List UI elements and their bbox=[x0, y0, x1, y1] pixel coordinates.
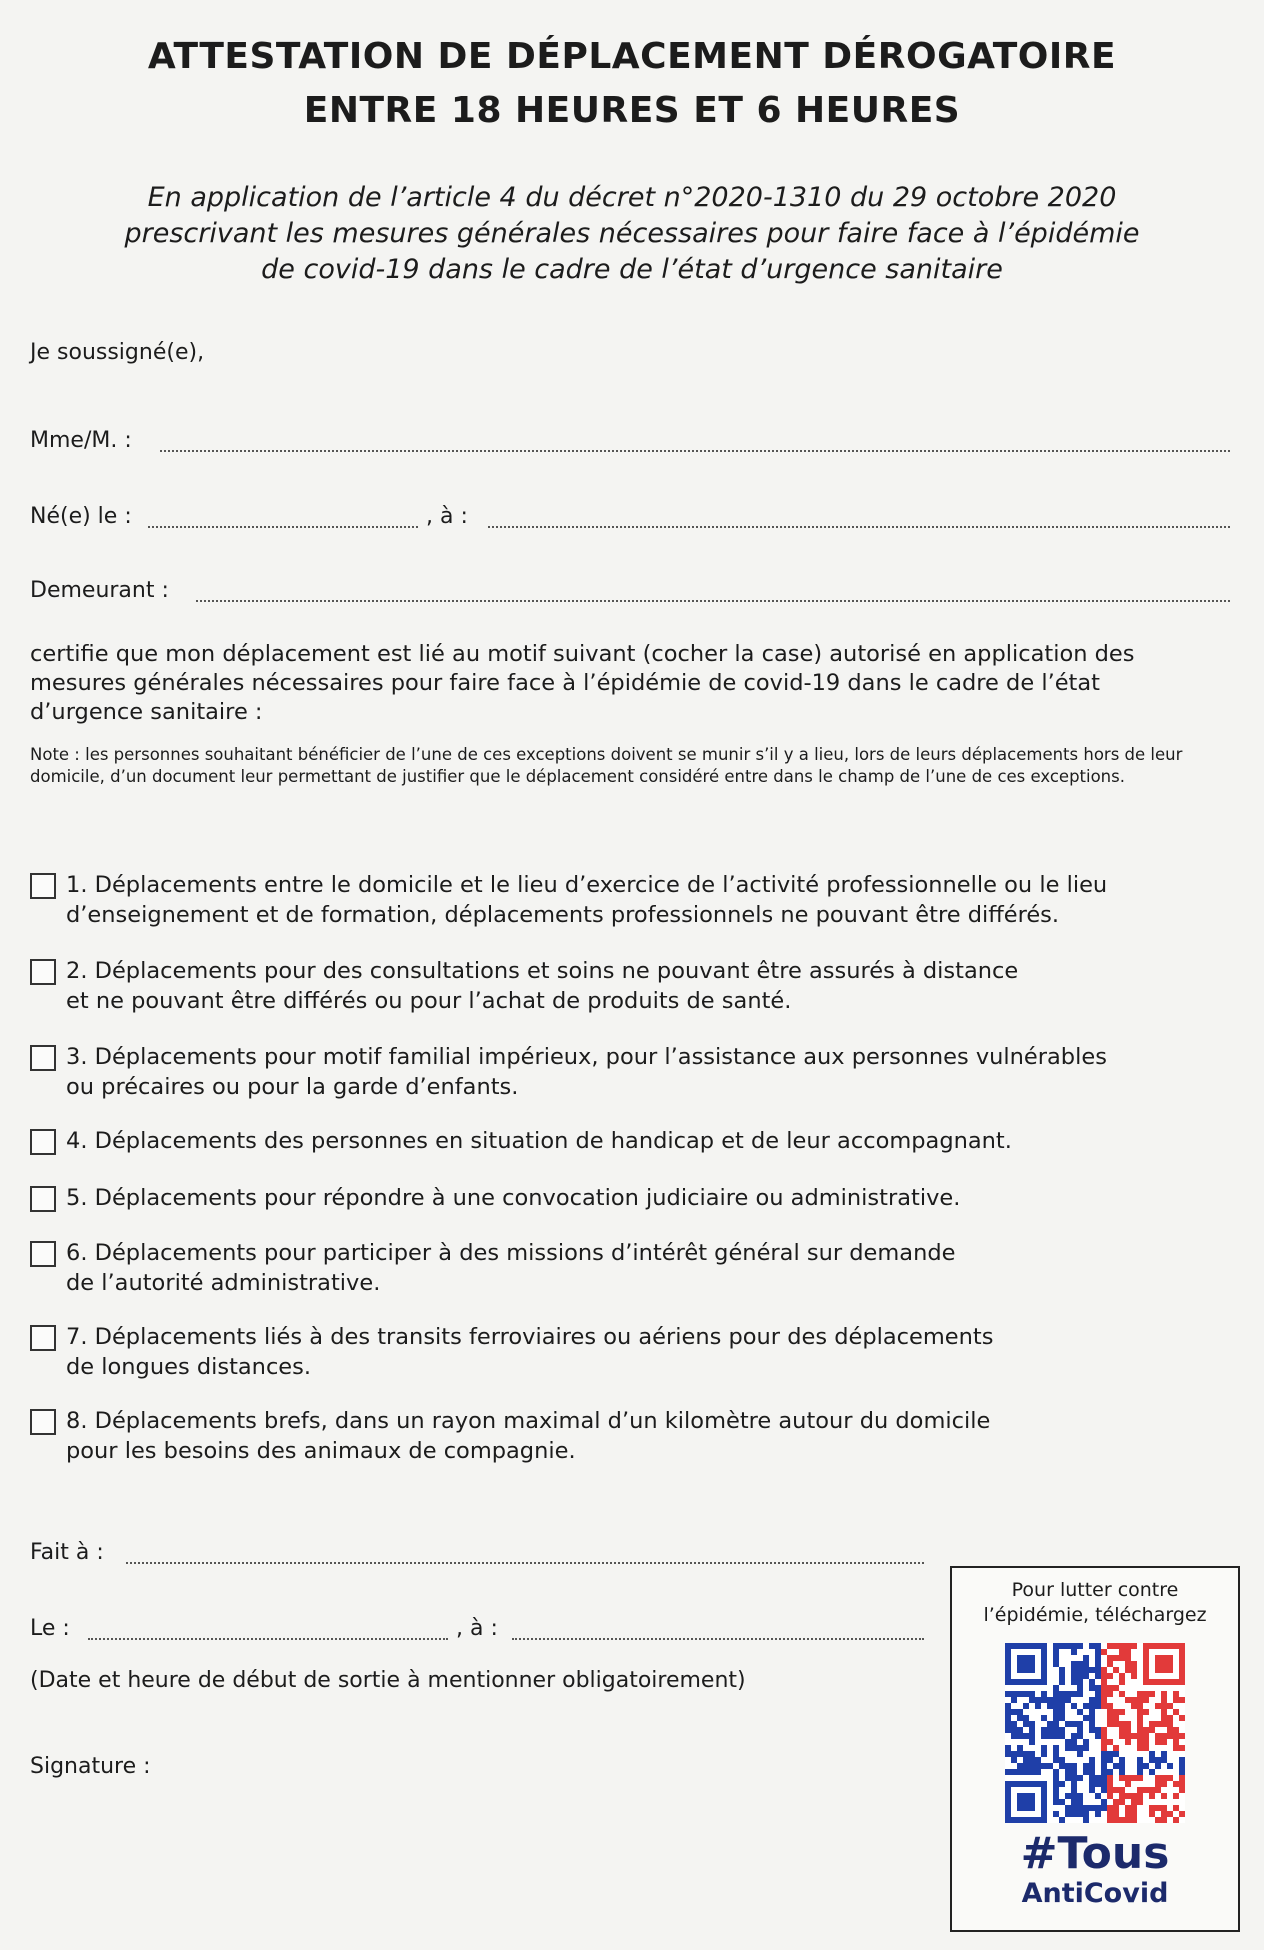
checkbox-1[interactable] bbox=[30, 873, 56, 899]
option-1-label: 1. Déplacements entre le domicile et le lieu d’exercice de l’activité professionnelle ou le lieu d’enseignement et de formation, déplacements professionnels ne pouvant être différés. bbox=[66, 872, 1108, 928]
decree-reference-line2: prescrivant les mesures générales nécessaires pour faire face à l’épidémie bbox=[124, 218, 1140, 249]
checkbox-8[interactable] bbox=[30, 1409, 56, 1435]
qr-code-icon bbox=[1005, 1643, 1185, 1823]
date-label: Le : bbox=[30, 1616, 70, 1641]
option-5-label: 5. Déplacements pour répondre à une convocation judiciaire ou administrative. bbox=[66, 1185, 961, 1211]
date-field[interactable] bbox=[88, 1638, 448, 1640]
signature-label: Signature : bbox=[30, 1754, 151, 1779]
option-3-label: 3. Déplacements pour motif familial impérieux, pour l’assistance aux personnes vulnérables ou précaires ou pour la garde d’enfants. bbox=[66, 1044, 1107, 1100]
checkbox-2[interactable] bbox=[30, 959, 56, 985]
note-text: Note : les personnes souhaitant bénéficier de l’une de ces exceptions doivent se munir s’il y a lieu, lors de leurs déplacements hors de leur domicile, d’un document leur permettant de justifier que le déplacement considéré entre dans le champ de l’une de ces exceptions. bbox=[30, 745, 1183, 786]
document-title-line1: ATTESTATION DE DÉPLACEMENT DÉROGATOIRE bbox=[147, 36, 1117, 77]
decree-reference-line3: de covid-19 dans le cadre de l’état d’urgence sanitaire bbox=[261, 254, 1003, 285]
name-label: Mme/M. : bbox=[30, 428, 132, 453]
option-8-label: 8. Déplacements brefs, dans un rayon maximal d’un kilomètre autour du domicile pour les besoins des animaux de compagnie. bbox=[66, 1408, 991, 1464]
birth-date-field[interactable] bbox=[148, 526, 418, 528]
address-label: Demeurant : bbox=[30, 578, 169, 603]
birth-place-field[interactable] bbox=[488, 526, 1230, 528]
option-2-label: 2. Déplacements pour des consultations et soins ne pouvant être assurés à distance et ne pouvant être différés ou pour l’achat de produits de santé. bbox=[66, 958, 1019, 1014]
time-field[interactable] bbox=[512, 1638, 924, 1640]
checkbox-7[interactable] bbox=[30, 1325, 56, 1351]
name-field[interactable] bbox=[160, 450, 1230, 452]
birth-date-label: Né(e) le : bbox=[30, 504, 132, 529]
option-7-label: 7. Déplacements liés à des transits ferroviaires ou aériens pour des déplacements de longues distances. bbox=[66, 1324, 994, 1380]
time-label: , à : bbox=[456, 1616, 498, 1641]
place-field[interactable] bbox=[126, 1562, 924, 1564]
document-title-line2: ENTRE 18 HEURES ET 6 HEURES bbox=[303, 90, 961, 131]
option-6-label: 6. Déplacements pour participer à des missions d’intérêt général sur demande de l’autorité administrative. bbox=[66, 1240, 956, 1296]
place-label: Fait à : bbox=[30, 1540, 104, 1565]
checkbox-4[interactable] bbox=[30, 1129, 56, 1155]
decree-reference-line1: En application de l’article 4 du décret n°2020-1310 du 29 octobre 2020 bbox=[147, 182, 1117, 213]
checkbox-3[interactable] bbox=[30, 1045, 56, 1071]
checkbox-6[interactable] bbox=[30, 1241, 56, 1267]
checkbox-5[interactable] bbox=[30, 1186, 56, 1212]
address-field[interactable] bbox=[196, 600, 1230, 602]
promo-brand: AntiCovid bbox=[1021, 1878, 1169, 1909]
birth-place-label: , à : bbox=[426, 504, 468, 529]
date-note: (Date et heure de début de sortie à mentionner obligatoirement) bbox=[30, 1668, 746, 1693]
option-4-label: 4. Déplacements des personnes en situation de handicap et de leur accompagnant. bbox=[66, 1128, 1012, 1154]
anticovid-promo bbox=[950, 1566, 1240, 1932]
promo-caption: Pour lutter contre l’épidémie, téléchargez bbox=[983, 1579, 1207, 1626]
intro-text: Je soussigné(e), bbox=[30, 340, 205, 365]
promo-hashtag: #Tous bbox=[1020, 1828, 1170, 1879]
certify-text: certifie que mon déplacement est lié au motif suivant (cocher la case) autorisé en application des mesures générales nécessaires pour faire face à l’épidémie de covid-19 dans le cadre de l’état d’urgence sanitaire : bbox=[30, 641, 1135, 725]
